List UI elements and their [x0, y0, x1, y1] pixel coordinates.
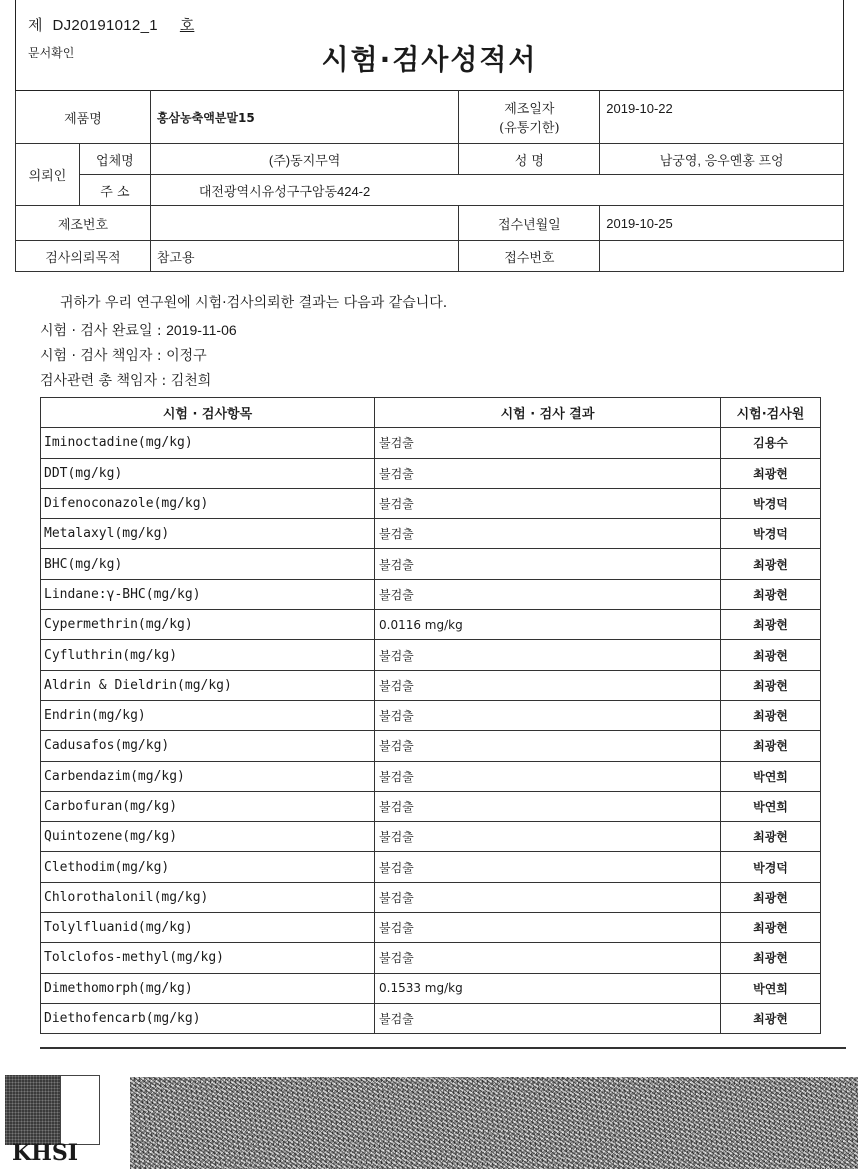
result-cell: 불검출	[375, 761, 721, 791]
inspector-cell: 박연희	[721, 791, 821, 821]
lot-value	[150, 206, 459, 241]
chief-label: 검사관련 총 책임자 :	[40, 373, 167, 389]
table-row	[41, 670, 821, 700]
item-cell: Clethodim(mg/kg)	[41, 852, 375, 882]
responsible-value: 이정구	[166, 348, 207, 364]
table-row	[41, 791, 821, 821]
item-cell: Iminoctadine(mg/kg)	[41, 428, 375, 458]
item-cell: Endrin(mg/kg)	[41, 700, 375, 730]
inspector-cell: 김용수	[721, 428, 821, 458]
table-row	[41, 731, 821, 761]
khsi-logo-text: KHSI	[12, 1140, 79, 1166]
result-cell: 0.1533 mg/kg	[375, 973, 721, 1003]
completed-date-line	[40, 320, 237, 340]
table-row	[41, 852, 821, 882]
result-cell: 불검출	[375, 913, 721, 943]
result-cell: 불검출	[375, 882, 721, 912]
info-row-address	[16, 175, 844, 206]
name-label: 성 명	[459, 144, 600, 175]
inspector-cell: 박연희	[721, 973, 821, 1003]
result-cell: 불검출	[375, 670, 721, 700]
result-cell: 불검출	[375, 488, 721, 518]
table-row	[41, 943, 821, 973]
inspector-cell: 최광현	[721, 610, 821, 640]
inspector-cell: 최광현	[721, 640, 821, 670]
inspector-cell: 최광현	[721, 943, 821, 973]
table-row	[41, 458, 821, 488]
security-pattern	[130, 1077, 858, 1169]
mfg-date-label-line2: (유통기한)	[499, 121, 560, 136]
doc-number: DJ20191012_1	[52, 17, 158, 34]
results-table	[40, 397, 821, 1034]
header-item: 시험 · 검사항목	[41, 398, 375, 428]
item-cell: Cyfluthrin(mg/kg)	[41, 640, 375, 670]
doc-suffix: 호	[179, 16, 195, 34]
page-title: 시험·검사성적서	[321, 43, 538, 76]
header-inspector: 시험·검사원	[721, 398, 821, 428]
name-value: 남궁영, 응우옌홍 프엉	[600, 144, 844, 175]
report-header	[15, 0, 844, 90]
bottom-rule	[40, 1047, 846, 1049]
inspector-cell: 최광현	[721, 913, 821, 943]
company-value: (주)동지무역	[150, 144, 459, 175]
table-row	[41, 610, 821, 640]
inspector-cell: 박경덕	[721, 852, 821, 882]
table-row	[41, 882, 821, 912]
inspector-cell: 최광현	[721, 549, 821, 579]
item-cell: Cadusafos(mg/kg)	[41, 731, 375, 761]
info-row-purpose	[16, 241, 844, 272]
inspector-cell: 최광현	[721, 731, 821, 761]
result-cell: 0.0116 mg/kg	[375, 610, 721, 640]
result-statement: 귀하가 우리 연구원에 시험·검사의뢰한 결과는 다음과 같습니다.	[60, 295, 448, 311]
inspector-cell: 최광현	[721, 700, 821, 730]
mfg-date-value: 2019-10-22	[600, 91, 844, 144]
document-number-line	[28, 14, 194, 35]
item-cell: Aldrin & Dieldrin(mg/kg)	[41, 670, 375, 700]
received-date-value: 2019-10-25	[600, 206, 844, 241]
result-cell: 불검출	[375, 458, 721, 488]
client-label: 의뢰인	[16, 144, 80, 206]
table-row	[41, 761, 821, 791]
address-label: 주 소	[79, 175, 150, 206]
item-cell: Tolclofos-methyl(mg/kg)	[41, 943, 375, 973]
table-row	[41, 973, 821, 1003]
info-row-company	[16, 144, 844, 175]
doc-prefix: 제	[28, 16, 43, 34]
receipt-no-value	[600, 241, 844, 272]
table-row	[41, 579, 821, 609]
completed-value: 2019-11-06	[166, 322, 237, 338]
chief-line	[40, 370, 211, 390]
receipt-no-label: 접수번호	[459, 241, 600, 272]
info-row-lot	[16, 206, 844, 241]
inspector-cell: 최광현	[721, 670, 821, 700]
purpose-label: 검사의뢰목적	[16, 241, 151, 272]
result-cell: 불검출	[375, 822, 721, 852]
table-row	[41, 428, 821, 458]
lot-label: 제조번호	[16, 206, 151, 241]
result-cell: 불검출	[375, 640, 721, 670]
item-cell: Quintozene(mg/kg)	[41, 822, 375, 852]
table-row	[41, 519, 821, 549]
chief-value: 김천희	[170, 373, 212, 389]
doc-check-label: 문서확인	[28, 46, 75, 60]
item-cell: BHC(mg/kg)	[41, 549, 375, 579]
completed-label: 시험 · 검사 완료일 :	[40, 323, 162, 339]
item-cell: Cypermethrin(mg/kg)	[41, 610, 375, 640]
inspector-cell: 최광현	[721, 882, 821, 912]
inspector-cell: 박경덕	[721, 519, 821, 549]
item-cell: Metalaxyl(mg/kg)	[41, 519, 375, 549]
table-row	[41, 822, 821, 852]
result-cell: 불검출	[375, 731, 721, 761]
inspector-cell: 최광현	[721, 458, 821, 488]
item-cell: Lindane:γ-BHC(mg/kg)	[41, 579, 375, 609]
item-cell: Carbendazim(mg/kg)	[41, 761, 375, 791]
table-row	[41, 913, 821, 943]
table-row	[41, 1003, 821, 1033]
result-cell: 불검출	[375, 549, 721, 579]
item-cell: Chlorothalonil(mg/kg)	[41, 882, 375, 912]
item-cell: Dimethomorph(mg/kg)	[41, 973, 375, 1003]
responsible-label: 시험 · 검사 책임자 :	[40, 348, 162, 364]
item-cell: Carbofuran(mg/kg)	[41, 791, 375, 821]
result-cell: 불검출	[375, 519, 721, 549]
received-date-label: 접수년월일	[459, 206, 600, 241]
item-cell: Tolylfluanid(mg/kg)	[41, 913, 375, 943]
result-cell: 불검출	[375, 700, 721, 730]
table-row	[41, 640, 821, 670]
inspector-cell: 박경덕	[721, 488, 821, 518]
company-label: 업체명	[79, 144, 150, 175]
result-cell: 불검출	[375, 428, 721, 458]
khsi-logo-mark	[5, 1075, 100, 1145]
product-label: 제품명	[16, 91, 151, 144]
result-cell: 불검출	[375, 852, 721, 882]
inspector-cell: 최광현	[721, 579, 821, 609]
result-cell: 불검출	[375, 791, 721, 821]
info-table	[15, 90, 844, 272]
result-cell: 불검출	[375, 1003, 721, 1033]
address-value: 대전광역시유성구구암동424-2	[150, 175, 843, 206]
logo-dark-block	[5, 1075, 60, 1145]
item-cell: Difenoconazole(mg/kg)	[41, 488, 375, 518]
info-row-product	[16, 91, 844, 144]
responsible-line	[40, 345, 207, 365]
item-cell: DDT(mg/kg)	[41, 458, 375, 488]
results-body	[41, 428, 821, 1034]
mfg-date-label-line1: 제조일자	[504, 102, 555, 117]
purpose-value: 참고용	[150, 241, 459, 272]
table-row	[41, 549, 821, 579]
table-row	[41, 700, 821, 730]
inspector-cell: 최광현	[721, 1003, 821, 1033]
mfg-date-label	[459, 91, 600, 144]
inspector-cell: 박연희	[721, 761, 821, 791]
result-cell: 불검출	[375, 579, 721, 609]
logo-light-block	[60, 1075, 100, 1145]
header-result: 시험 · 검사 결과	[375, 398, 721, 428]
inspector-cell: 최광현	[721, 822, 821, 852]
result-cell: 불검출	[375, 943, 721, 973]
table-row	[41, 488, 821, 518]
item-cell: Diethofencarb(mg/kg)	[41, 1003, 375, 1033]
results-header-row	[41, 398, 821, 428]
product-value: 홍삼농축액분말15	[150, 91, 459, 144]
